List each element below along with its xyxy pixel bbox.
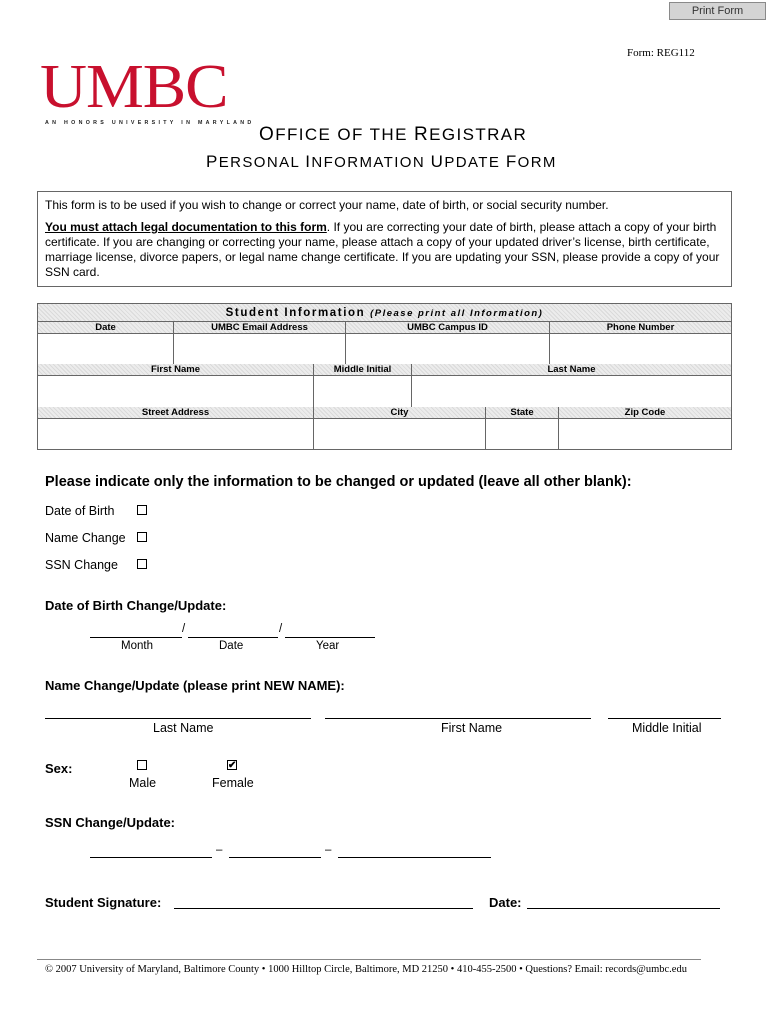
- label-zip: Zip Code: [559, 407, 731, 419]
- instructions-line-1: This form is to be used if you wish to change or correct your name, date of birth, or social security number.: [45, 198, 609, 212]
- umbc-logo: UMBC: [40, 53, 228, 121]
- ssn-section-title: SSN Change/Update:: [45, 815, 176, 830]
- attach-docs-emphasis: You must attach legal documentation to this form: [45, 220, 327, 234]
- instructions-box: [37, 191, 732, 287]
- male-label: Male: [129, 776, 157, 790]
- ssn-dash-1: –: [216, 844, 223, 856]
- zip-field[interactable]: [559, 419, 731, 449]
- street-field[interactable]: [38, 419, 314, 449]
- campus-id-field[interactable]: [346, 334, 550, 366]
- label-last-name: Last Name: [412, 364, 731, 376]
- form-title: PERSONAL INFORMATION UPDATE FORM: [206, 152, 557, 171]
- ssn-part2-line[interactable]: [229, 857, 321, 858]
- new-first-name-caption: First Name: [441, 721, 503, 735]
- first-name-field[interactable]: [38, 376, 314, 408]
- phone-field[interactable]: [550, 334, 731, 366]
- female-label: Female: [212, 776, 254, 790]
- dob-separator-2: /: [279, 623, 283, 635]
- checkmark-icon: ✔: [228, 760, 237, 771]
- change-heading: Please indicate only the information to be changed or updated (leave all other blank):: [45, 474, 632, 490]
- sex-section-title: Sex:: [45, 761, 73, 776]
- umbc-logo-tagline: AN HONORS UNIVERSITY IN MARYLAND: [45, 120, 255, 126]
- student-info-table: [37, 303, 732, 450]
- ssn-change-label: SSN Change: [45, 558, 118, 572]
- signature-date-label: Date:: [489, 895, 522, 910]
- new-middle-initial-line[interactable]: [608, 718, 721, 719]
- name-change-checkbox[interactable]: [137, 532, 147, 542]
- footer-text: © 2007 University of Maryland, Baltimore County • 1000 Hilltop Circle, Baltimore, MD 21250 • 410-455-2500 • Questions? Email: records@umbc.edu: [45, 964, 687, 975]
- label-email: UMBC Email Address: [174, 322, 346, 334]
- label-street: Street Address: [38, 407, 314, 419]
- city-field[interactable]: [314, 419, 486, 449]
- label-city: City: [314, 407, 486, 419]
- male-checkbox[interactable]: [137, 760, 147, 770]
- new-middle-initial-caption: Middle Initial: [632, 721, 702, 735]
- student-info-header: Student Information (Please print all Information): [38, 304, 731, 322]
- date-field[interactable]: [38, 334, 174, 366]
- middle-initial-field[interactable]: [314, 376, 412, 408]
- instructions-line-2: You must attach legal documentation to this form. If you are correcting your date of birth, please attach a copy of your birth certificate. If you are changing or correcting your name, please attach a copy of your updated driver’s license, birth certificate, marriage license, divorce papers, or legal name change certificate. If you are updating your SSN, please provide a copy of your SSN card.: [45, 220, 720, 279]
- new-first-name-line[interactable]: [325, 718, 591, 719]
- ssn-dash-2: –: [325, 844, 332, 856]
- office-title: OFFICE OF THE REGISTRAR: [259, 124, 528, 145]
- dob-date-caption: Date: [219, 640, 244, 652]
- label-state: State: [486, 407, 559, 419]
- ssn-part1-line[interactable]: [90, 857, 212, 858]
- female-checkbox[interactable]: [227, 760, 237, 770]
- dob-change-checkbox[interactable]: [137, 505, 147, 515]
- new-last-name-caption: Last Name: [153, 721, 214, 735]
- dob-section-title: Date of Birth Change/Update:: [45, 598, 227, 613]
- email-field[interactable]: [174, 334, 346, 366]
- last-name-field[interactable]: [412, 376, 731, 408]
- dob-year-line[interactable]: [285, 637, 375, 638]
- signature-date-line[interactable]: [527, 908, 720, 909]
- dob-change-label: Date of Birth: [45, 504, 115, 518]
- label-date: Date: [38, 322, 174, 334]
- dob-month-line[interactable]: [90, 637, 182, 638]
- dob-separator-1: /: [182, 623, 186, 635]
- state-field[interactable]: [486, 419, 559, 449]
- name-change-label: Name Change: [45, 531, 126, 545]
- ssn-change-checkbox[interactable]: [137, 559, 147, 569]
- name-section-title: Name Change/Update (please print NEW NAME):: [45, 678, 345, 693]
- footer-divider: [37, 959, 701, 960]
- signature-line[interactable]: [174, 908, 473, 909]
- print-form-button[interactable]: Print Form: [669, 2, 766, 20]
- dob-month-caption: Month: [121, 640, 153, 652]
- label-campus-id: UMBC Campus ID: [346, 322, 550, 334]
- ssn-part3-line[interactable]: [338, 857, 491, 858]
- label-phone: Phone Number: [550, 322, 731, 334]
- dob-date-line[interactable]: [188, 637, 278, 638]
- label-first-name: First Name: [38, 364, 314, 376]
- signature-label: Student Signature:: [45, 895, 162, 910]
- dob-year-caption: Year: [316, 640, 340, 652]
- form-code: Form: REG112: [627, 47, 695, 59]
- label-middle-initial: Middle Initial: [314, 364, 412, 376]
- new-last-name-line[interactable]: [45, 718, 311, 719]
